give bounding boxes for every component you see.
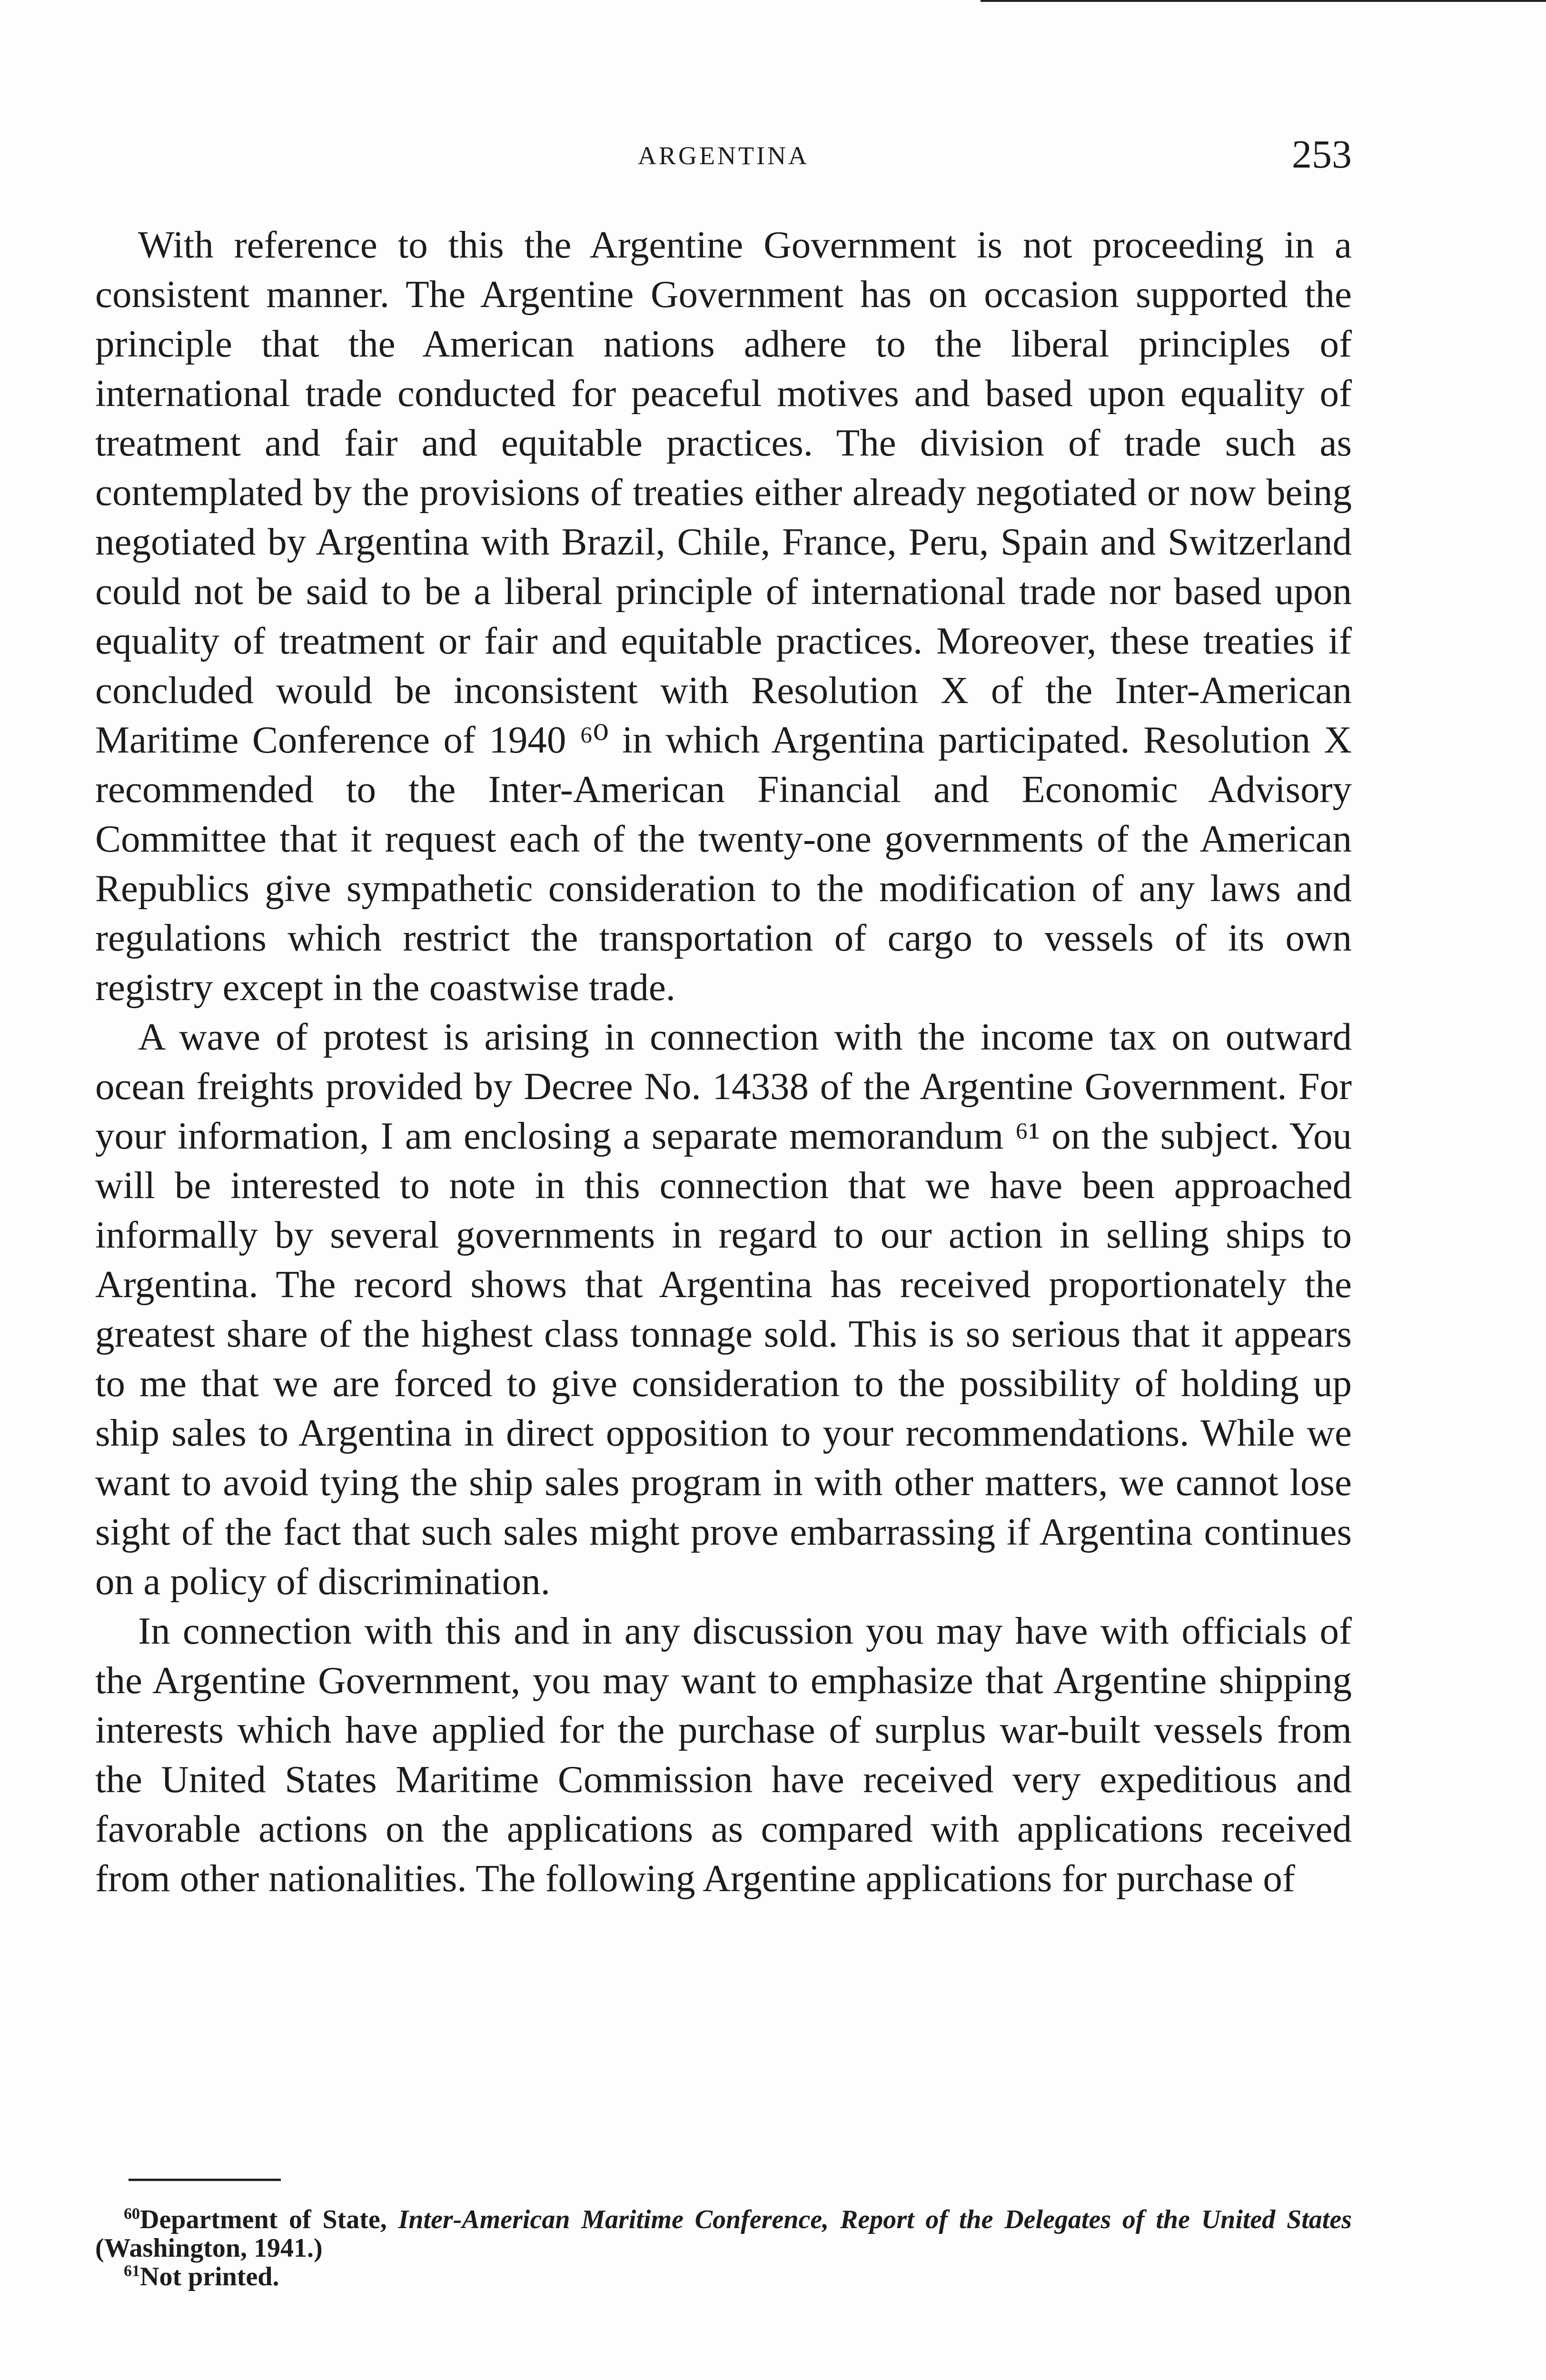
running-header-title: ARGENTINA <box>638 141 809 170</box>
footnote-60 <box>95 2205 1352 2262</box>
body-text <box>95 220 1352 1903</box>
paragraph: A wave of protest is arising in connection with the income tax on outward ocean freights provided by Decree No. 14338 of the Argentine Government. For your information, I am enclosing a separate memorandum ⁶¹ on the subject. You will be interested to note in this connection that we have been approached informally by several governments in regard to our action in selling ships to Argentina. The record shows that Argentina has received proportionately the greatest share of the highest class tonnage sold. This is so serious that it appears to me that we are forced to give consideration to the possibility of holding up ship sales to Argentina in direct opposition to your recommendations. While we want to avoid tying the ship sales program in with other matters, we cannot lose sight of the fact that such sales might prove embarrassing if Argentina continues on a policy of discrimination. <box>95 1015 1352 1603</box>
footnote-marker: 60 <box>124 2205 140 2223</box>
paragraph: In connection with this and in any discussion you may have with officials of the Argentine Government, you may want to emphasize that Argentine shipping interests which have applied for the purchase of surplus war-built vessels from the United States Maritime Commission have received very expeditious and favorable actions on the applications as compared with applications received from other nationalities. The following Argentine applications for purchase of <box>95 1609 1352 1900</box>
footnote-text: Not printed. <box>140 2262 279 2291</box>
footnote-text: (Washington, 1941.) <box>95 2233 323 2263</box>
footnote-separator <box>129 2179 281 2181</box>
footnote-marker: 61 <box>124 2262 140 2280</box>
page-number: 253 <box>1292 132 1352 177</box>
paragraph: With reference to this the Argentine Government is not proceeding in a consistent manner. The Argentine Government has on occasion supported the principle that the American nations adhere to the liberal principles of international trade conducted for peaceful motives and based upon equality of treatment and fair and equitable practices. The division of trade such as contemplated by the provisions of treaties either already negotiated or now being negotiated by Argentina with Brazil, Chile, France, Peru, Spain and Switzerland could not be said to be a liberal principle of international trade nor based upon equality of treatment or fair and equitable practices. Moreover, these treaties if concluded would be inconsistent with Resolution X of the Inter-American Maritime Conference of 1940 ⁶⁰ in which Argentina participated. Resolution X recommended to the Inter-American Financial and Economic Advisory Committee that it request each of the twenty-one governments of the American Republics give sympathetic consideration to the modification of any laws and regulations which restrict the transportation of cargo to vessels of its own registry except in the coastwise trade. <box>95 223 1352 1009</box>
footnote-61 <box>95 2262 1352 2291</box>
footnote-publication-title: Inter-American Maritime Conference, Report of the Delegates of the United States <box>398 2205 1352 2234</box>
footnotes <box>95 2205 1352 2291</box>
running-header <box>95 129 1352 186</box>
footnote-text: Department of State, <box>140 2205 398 2234</box>
top-edge-rule <box>981 0 1546 2</box>
